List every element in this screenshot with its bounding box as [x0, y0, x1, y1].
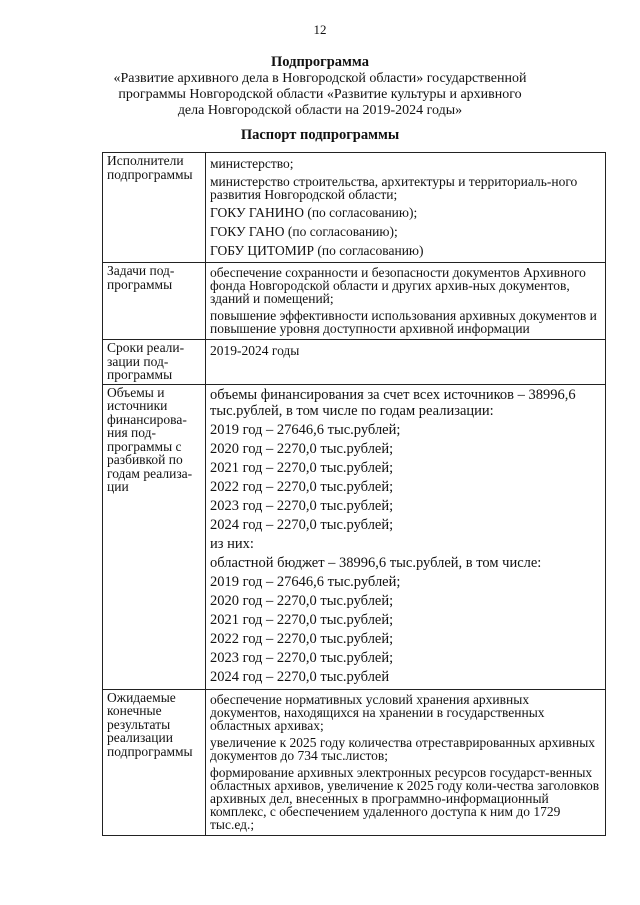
- content-line: министерство строительства, архитектуры и территориаль-ного развития Новгородской области;: [210, 174, 578, 202]
- page-number: 12: [313, 22, 327, 37]
- row-content: [206, 263, 606, 340]
- passport-row-results: [103, 689, 606, 835]
- passport-table: [102, 152, 606, 836]
- content-line: 2019-2024 годы: [210, 343, 300, 358]
- document-subtitle: «Развитие архивного дела в Новгородской области» государственной программы Новгородской области «Развитие культуры и архивного дела Новгородской области на 2019-2024 годы»: [113, 71, 527, 118]
- passport-row-financing: [103, 384, 606, 689]
- passport-row-terms: [103, 340, 606, 385]
- content-line: 2023 год – 2270,0 тыс.рублей;: [210, 649, 394, 666]
- row-content: [206, 689, 606, 835]
- content-line: обеспечение сохранности и безопасности документов Архивного фонда Новгородской области и других архив-ных документов, зданий и помещений;: [210, 265, 586, 306]
- row-content: [206, 153, 606, 263]
- content-line: 2019 год – 27646,6 тыс.рублей;: [210, 573, 401, 590]
- content-line: 2024 год – 2270,0 тыс.рублей: [210, 668, 390, 685]
- content-line: ГОКУ ГАНИНО (по согласованию);: [210, 205, 418, 220]
- row-label: Сроки реали-зации под-программы: [103, 340, 206, 385]
- passport-row-executors: [103, 153, 606, 263]
- content-line: из них:: [210, 535, 254, 552]
- content-line: 2019 год – 27646,6 тыс.рублей;: [210, 421, 401, 438]
- content-line: 2021 год – 2270,0 тыс.рублей;: [210, 611, 394, 628]
- passport-row-tasks: [103, 263, 606, 340]
- content-line: 2023 год – 2270,0 тыс.рублей;: [210, 497, 394, 514]
- row-label: Объемы и источники финансирова-ния под-программы с разбивкой по годам реализа-ции: [103, 384, 206, 689]
- document-title: Подпрограмма: [271, 54, 369, 70]
- content-line: 2021 год – 2270,0 тыс.рублей;: [210, 459, 394, 476]
- content-line: обеспечение нормативных условий хранения архивных документов, находящихся на хранении в государственных областных архивах;: [210, 691, 545, 733]
- content-line: 2020 год – 2270,0 тыс.рублей;: [210, 440, 394, 457]
- content-line: ГОКУ ГАНО (по согласованию);: [210, 224, 398, 239]
- passport-title: Паспорт подпрограммы: [240, 127, 400, 143]
- row-content: [206, 384, 606, 689]
- row-content: [206, 340, 606, 385]
- content-line: областной бюджет – 38996,6 тыс.рублей, в том числе:: [210, 554, 542, 571]
- content-line: 2020 год – 2270,0 тыс.рублей;: [210, 592, 394, 609]
- content-line: повышение эффективности использования архивных документов и повышение уровня доступности архивной информации: [210, 308, 597, 336]
- content-line: формирование архивных электронных ресурсов государст-венных областных архивов, увеличение к 2025 году коли-чества заголовков архивных дел, внесенных в программно-информационный комплекс, с обеспечением удаленного доступа к ним до 1729 тыс.ед.;: [210, 764, 600, 832]
- content-line: увеличение к 2025 году количества отреставрированных архивных документов до 734 тыс.листов;: [210, 734, 596, 763]
- row-label: Исполнители подпрограммы: [103, 153, 206, 263]
- content-line: объемы финансирования за счет всех источников – 38996,6 тыс.рублей, в том числе по годам реализации:: [210, 386, 576, 419]
- content-line: 2024 год – 2270,0 тыс.рублей;: [210, 516, 394, 533]
- content-line: министерство;: [210, 156, 294, 171]
- content-line: ГОБУ ЦИТОМИР (по согласованию): [210, 243, 424, 258]
- content-line: 2022 год – 2270,0 тыс.рублей;: [210, 478, 394, 495]
- content-line: 2022 год – 2270,0 тыс.рублей;: [210, 630, 394, 647]
- row-label: Ожидаемые конечные результаты реализации подпрограммы: [103, 689, 206, 835]
- row-label: Задачи под-программы: [103, 263, 206, 340]
